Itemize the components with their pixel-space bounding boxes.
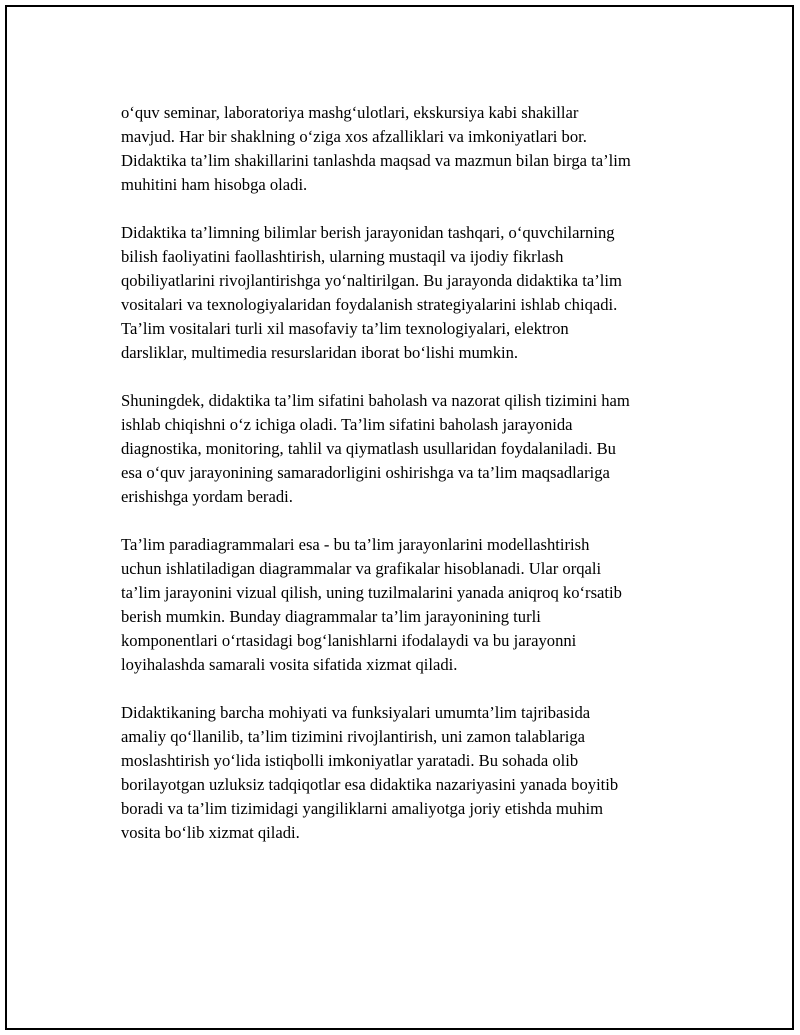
page-frame: [5, 5, 794, 1030]
paragraph-1: [121, 101, 711, 197]
text-line: komponentlari o‘rtasidagi bog‘lanishlarni ifodalaydi va bu jarayonni: [121, 631, 577, 650]
text-line: o‘quv seminar, laboratoriya mashg‘ulotlari, ekskursiya kabi shakillar: [121, 103, 579, 122]
paragraph-3: [121, 389, 711, 509]
paragraph-5: [121, 701, 711, 845]
text-line: erishishga yordam beradi.: [121, 487, 293, 506]
text-line: Didaktika ta’limning bilimlar berish jarayonidan tashqari, o‘quvchilarning: [121, 223, 615, 242]
text-line: diagnostika, monitoring, tahlil va qiymatlash usullaridan foydalaniladi. Bu: [121, 439, 616, 458]
text-line: vositalari va texnologiyalaridan foydalanish strategiyalarini ishlab chiqadi.: [121, 295, 618, 314]
text-line: Ta’lim vositalari turli xil masofaviy ta’lim texnologiyalari, elektron: [121, 319, 569, 338]
text-line: berish mumkin. Bunday diagrammalar ta’lim jarayonining turli: [121, 607, 541, 626]
text-line: muhitini ham hisobga oladi.: [121, 175, 308, 194]
text-line: Didaktika ta’lim shakillarini tanlashda maqsad va mazmun bilan birga ta’lim: [121, 151, 631, 170]
text-line: mavjud. Har bir shaklning o‘ziga xos afzalliklari va imkoniyatlari bor.: [121, 127, 587, 146]
text-line: Shuningdek, didaktika ta’lim sifatini baholash va nazorat qilish tizimini ham: [121, 391, 630, 410]
document-body: [121, 101, 711, 869]
paragraph-2: [121, 221, 711, 365]
text-line: amaliy qo‘llanilib, ta’lim tizimini rivojlantirish, uni zamon talablariga: [121, 727, 586, 746]
text-line: ishlab chiqishni o‘z ichiga oladi. Ta’lim sifatini baholash jarayonida: [121, 415, 573, 434]
text-line: vosita bo‘lib xizmat qiladi.: [121, 823, 300, 842]
text-line: uchun ishlatiladigan diagrammalar va grafikalar hisoblanadi. Ular orqali: [121, 559, 602, 578]
paragraph-4: [121, 533, 711, 677]
text-line: qobiliyatlarini rivojlantirishga yo‘naltirilgan. Bu jarayonda didaktika ta’lim: [121, 271, 622, 290]
text-line: darsliklar, multimedia resurslaridan iborat bo‘lishi mumkin.: [121, 343, 519, 362]
text-line: bilish faoliyatini faollashtirish, ularning mustaqil va ijodiy fikrlash: [121, 247, 564, 266]
text-line: moslashtirish yo‘lida istiqbolli imkoniyatlar yaratadi. Bu sohada olib: [121, 751, 579, 770]
text-line: esa o‘quv jarayonining samaradorligini oshirishga va ta’lim maqsadlariga: [121, 463, 610, 482]
text-line: boradi va ta’lim tizimidagi yangiliklarni amaliyotga joriy etishda muhim: [121, 799, 604, 818]
text-line: loyihalashda samarali vosita sifatida xizmat qiladi.: [121, 655, 458, 674]
text-line: Didaktikaning barcha mohiyati va funksiyalari umumta’lim tajribasida: [121, 703, 591, 722]
text-line: ta’lim jarayonini vizual qilish, uning tuzilmalarini yanada aniqroq ko‘rsatib: [121, 583, 622, 602]
text-line: Ta’lim paradiagrammalari esa - bu ta’lim jarayonlarini modellashtirish: [121, 535, 590, 554]
text-line: borilayotgan uzluksiz tadqiqotlar esa didaktika nazariyasini yanada boyitib: [121, 775, 619, 794]
